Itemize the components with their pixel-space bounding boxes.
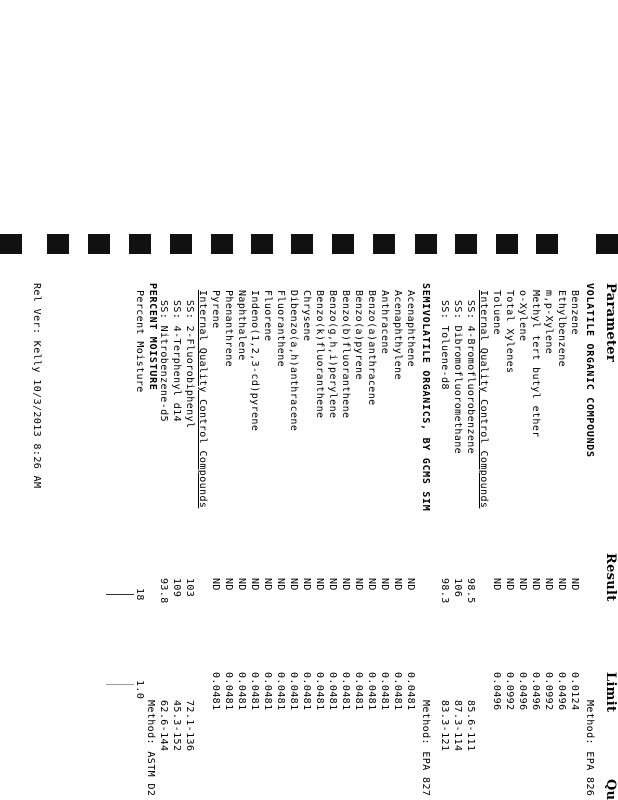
analyte-result: ND	[366, 578, 377, 591]
analyte-result: ND	[353, 578, 364, 591]
surrogate-result: 106	[452, 578, 463, 598]
surrogate-result: 109	[171, 578, 182, 598]
analyte-name: Benzo(k)fluoranthene	[314, 290, 325, 419]
analyte-name: o-Xylene	[517, 290, 528, 342]
marker-block	[536, 234, 558, 254]
analyte-limit: 0.0481	[353, 672, 364, 711]
analyte-limit: 0.0496	[530, 672, 541, 711]
analyte-limit: 1.0	[134, 680, 145, 700]
surrogate-result: 98.3	[439, 578, 450, 604]
marker-block	[129, 234, 151, 254]
marker-block	[373, 234, 395, 254]
analyte-limit: 0.0496	[517, 672, 528, 711]
analyte-name: Toluene	[491, 290, 502, 335]
analyte-result: ND	[262, 578, 273, 591]
volatile-method: Method: EPA 826	[584, 700, 595, 797]
analyte-name: Benzo(a)anthracene	[366, 290, 377, 406]
analyte-result: ND	[517, 578, 528, 591]
analyte-name: Fluoranthene	[275, 290, 286, 368]
analyte-result: ND	[288, 578, 299, 591]
analyte-limit: 0.0481	[236, 672, 247, 711]
internal-qc-label: Internal Quality Control Compounds	[197, 290, 208, 509]
surrogate-name: SS: 4-Bromofluorobenzene	[465, 300, 476, 455]
analyte-limit: 0.0481	[327, 672, 338, 711]
marker-block	[496, 234, 518, 254]
analyte-name: Benzo(a)pyrene	[353, 290, 364, 380]
analyte-result: ND	[236, 578, 247, 591]
surrogate-name: SS: Nitrobenzene-d5	[158, 300, 169, 422]
analyte-result: ND	[543, 578, 554, 591]
analyte-name: Benzo(b)fluoranthene	[340, 290, 351, 419]
analyte-result: ND	[223, 578, 234, 591]
analyte-limit: 0.0496	[556, 672, 567, 711]
marker-block	[332, 234, 354, 254]
analyte-limit: 0.0992	[504, 672, 515, 711]
analyte-name: Indeno(1,2,3-cd)pyrene	[249, 290, 260, 432]
marker-block	[170, 234, 192, 254]
release-version-footer: Rel Ver: Kelly 10/3/2013 8:26 AM	[31, 283, 42, 489]
registration-marker-band	[0, 234, 618, 254]
analyte-result: ND	[392, 578, 403, 591]
marker-block	[0, 234, 22, 254]
marker-block	[251, 234, 273, 254]
analyte-result: ND	[504, 578, 515, 591]
semivolatile-method: Method: EPA 827	[420, 700, 431, 797]
analyte-limit: 0.0481	[379, 672, 390, 711]
analyte-name: Pyrene	[210, 290, 221, 329]
analyte-result: ND	[301, 578, 312, 591]
analyte-name: Naphthalene	[236, 290, 247, 361]
surrogate-name: SS: 2-Fluorobiphenyl	[184, 300, 195, 429]
analyte-result: ND	[314, 578, 325, 591]
column-divider	[106, 594, 134, 595]
analyte-name: Phenanthrene	[223, 290, 234, 368]
semivolatile-section-title: SEMIVOLATILE ORGANICS, BY GCMS SIM	[420, 283, 431, 512]
analyte-name: Acenaphthylene	[392, 290, 403, 380]
analyte-limit: 0.0481	[262, 672, 273, 711]
marker-block	[455, 234, 477, 254]
analyte-result: ND	[275, 578, 286, 591]
limit-column-header: Limit	[603, 672, 618, 713]
analyte-limit: 0.0481	[249, 672, 260, 711]
marker-block	[88, 234, 110, 254]
marker-block	[596, 234, 618, 254]
moisture-method: Method: ASTM D2	[145, 700, 156, 797]
marker-block	[291, 234, 313, 254]
analyte-limit: 0.0496	[491, 672, 502, 711]
surrogate-name: SS: Dibromofluoromethane	[452, 300, 463, 455]
analyte-name: Anthracene	[379, 290, 390, 355]
analyte-result: ND	[379, 578, 390, 591]
qualifier-column-header: Qu	[603, 779, 618, 800]
analyte-limit: 0.0481	[223, 672, 234, 711]
analyte-name: Total Xylenes	[504, 290, 515, 374]
analyte-name: Benzene	[569, 290, 580, 335]
analyte-result: ND	[556, 578, 567, 591]
surrogate-range: 72.1-136	[184, 700, 195, 752]
analyte-limit: 0.0481	[210, 672, 221, 711]
analyte-name: Fluorene	[262, 290, 273, 342]
analyte-limit: 0.0481	[340, 672, 351, 711]
analyte-result: ND	[249, 578, 260, 591]
surrogate-range: 45.3-152	[171, 700, 182, 752]
parameter-column-header: Parameter	[603, 283, 618, 362]
analyte-name: Acenaphthene	[405, 290, 416, 368]
analyte-limit: 0.0481	[314, 672, 325, 711]
marker-block	[415, 234, 437, 254]
analyte-result: ND	[569, 578, 580, 591]
internal-qc-label: Internal Quality Control Compounds	[478, 290, 489, 509]
analyte-result: ND	[491, 578, 502, 591]
surrogate-range: 87.3-114	[452, 700, 463, 752]
analyte-limit: 0.0481	[405, 672, 416, 711]
analyte-limit: 0.0481	[301, 672, 312, 711]
analyte-result: 18	[134, 588, 145, 601]
analyte-result: ND	[210, 578, 221, 591]
column-divider	[106, 684, 134, 685]
analyte-result: ND	[327, 578, 338, 591]
surrogate-result: 103	[184, 578, 195, 598]
surrogate-result: 98.5	[465, 578, 476, 604]
surrogate-name: SS: Toluene-d8	[439, 300, 450, 390]
moisture-section-title: PERCENT MOISTURE	[147, 283, 158, 391]
analyte-name: Benzo(g,h,i)perylene	[327, 290, 338, 419]
analyte-name: Ethylbenzene	[556, 290, 567, 368]
result-column-header: Result	[603, 553, 618, 602]
analyte-name: Dibenzo(a,h)anthracene	[288, 290, 299, 432]
marker-block	[211, 234, 233, 254]
analyte-name: Chrysene	[301, 290, 312, 342]
analyte-name: Percent Moisture	[134, 290, 145, 393]
surrogate-result: 93.8	[158, 578, 169, 604]
analyte-limit: 0.0481	[288, 672, 299, 711]
surrogate-range: 62.6-144	[158, 700, 169, 752]
surrogate-name: SS: 4-Terphenyl d14	[171, 300, 182, 422]
marker-block	[47, 234, 69, 254]
analyte-limit: 0.0481	[275, 672, 286, 711]
volatile-section-title: VOLATILE ORGANIC COMPOUNDS	[584, 283, 595, 458]
analyte-limit: 0.0992	[543, 672, 554, 711]
analyte-result: ND	[530, 578, 541, 591]
analyte-limit: 0.0481	[366, 672, 377, 711]
surrogate-range: 83.3-121	[439, 700, 450, 752]
analyte-limit: 0.0124	[569, 672, 580, 711]
analyte-result: ND	[340, 578, 351, 591]
analyte-name: Methyl tert butyl ether	[530, 290, 541, 438]
surrogate-range: 85.6-111	[465, 700, 476, 752]
analyte-result: ND	[405, 578, 416, 591]
analyte-name: m,p-Xylene	[543, 290, 554, 355]
analyte-limit: 0.0481	[392, 672, 403, 711]
